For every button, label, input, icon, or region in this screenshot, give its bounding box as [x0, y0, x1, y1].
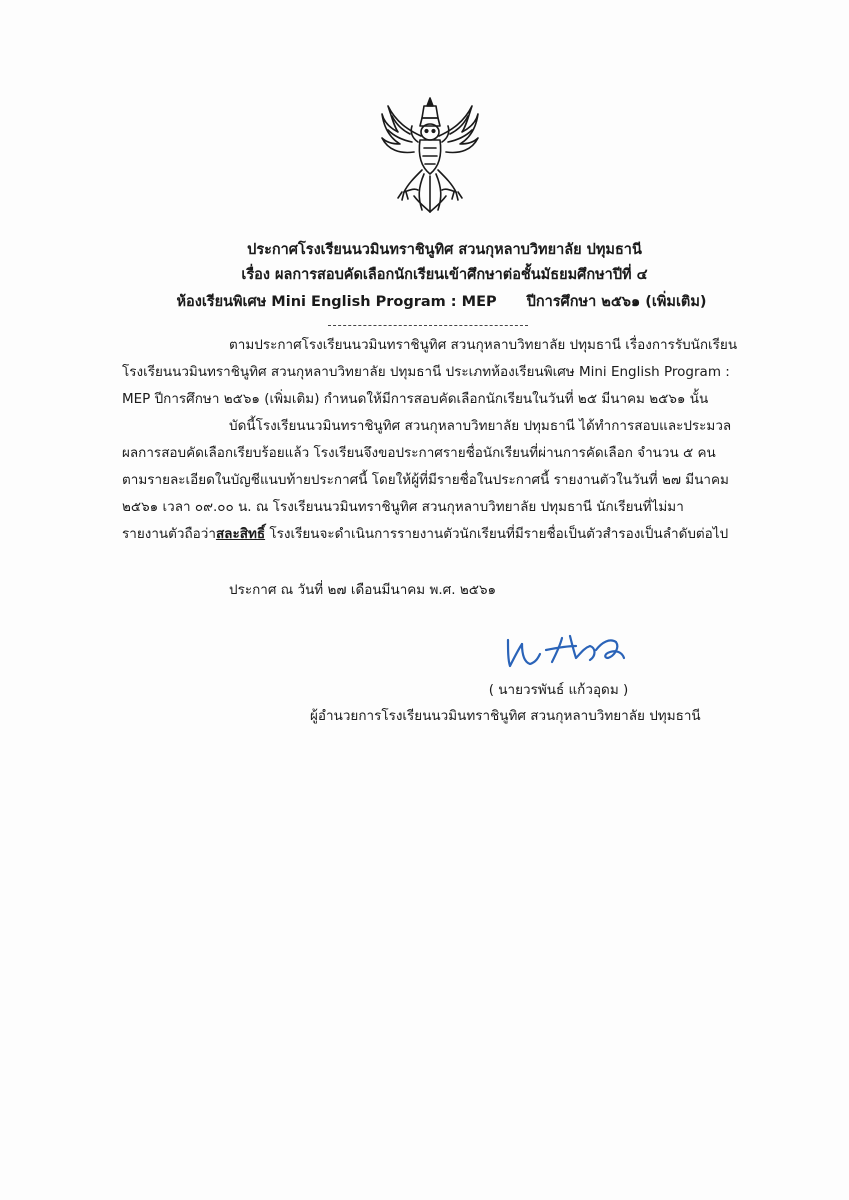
announcement-date: ประกาศ ณ วันที่ ๒๗ เดือนมีนาคม พ.ศ. ๒๕๖๑: [229, 582, 497, 598]
forfeit-emphasis: สละสิทธิ์: [215, 526, 266, 542]
paragraph-1-line-2: โรงเรียนนวมินทราชินูทิศ สวนกุหลาบวิทยาลัย ปทุมธานี ประเภทห้องเรียนพิเศษ Mini English Program :: [122, 364, 730, 380]
handwritten-signature: [500, 628, 630, 672]
title-divider: [328, 325, 528, 326]
reserve-text: โรงเรียนจะดำเนินการรายงานตัวนักเรียนที่มีรายชื่อเป็นตัวสำรองเป็นลำดับต่อไป: [265, 526, 729, 542]
paragraph-2: [122, 413, 731, 548]
program-name: ห้องเรียนพิเศษ Mini English Program : MEP: [176, 294, 497, 310]
paragraph-1: [122, 332, 737, 413]
title-line-2: [0, 263, 849, 288]
paragraph-2-line-4: ๒๕๖๑ เวลา ๐๙.๐๐ น. ณ โรงเรียนนวมินทราชินูทิศ สวนกุหลาบวิทยาลัย ปทุมธานี นักเรียนที่ไม่มา: [122, 499, 684, 515]
title-line-3: [0, 290, 849, 315]
paragraph-1-line-3: MEP ปีการศึกษา ๒๕๖๑ (เพิ่มเติม) กำหนดให้มีการสอบคัดเลือกนักเรียนในวันที่ ๒๕ มีนาคม ๒๕๖๑ นั้น: [122, 391, 709, 407]
announcement-heading: ประกาศโรงเรียนนวมินทราชินูทิศ สวนกุหลาบวิทยาลัย ปทุมธานี: [247, 242, 642, 258]
academic-year: ปีการศึกษา ๒๕๖๑ (เพิ่มเติม): [526, 294, 707, 310]
title-line-1: [0, 238, 849, 263]
paragraph-2-line-5: [122, 521, 731, 548]
paragraph-2-line-2: ผลการสอบคัดเลือกเรียบร้อยแล้ว โรงเรียนจึงขอประกาศรายชื่อนักเรียนที่ผ่านการคัดเลือก จำนวน ๕ คน: [122, 445, 716, 461]
paragraph-2-line-3: ตามรายละเอียดในบัญชีแนบท้ายประกาศนี้ โดยให้ผู้ที่มีรายชื่อในประกาศนี้ รายงานตัวในวันที่ ๒๗ มีนาคม: [122, 472, 729, 488]
announcement-subject: เรื่อง ผลการสอบคัดเลือกนักเรียนเข้าศึกษาต่อชั้นมัธยมศึกษาปีที่ ๔: [241, 267, 648, 283]
signer-name: ( นายวรพันธ์ แก้วอุดม ): [488, 682, 629, 698]
report-text: รายงานตัวถือว่า: [122, 526, 216, 542]
signer-position: ผู้อำนวยการโรงเรียนนวมินทราชินูทิศ สวนกุหลาบวิทยาลัย ปทุมธานี: [310, 708, 701, 724]
paragraph-1-line-1: ตามประกาศโรงเรียนนวมินทราชินูทิศ สวนกุหลาบวิทยาลัย ปทุมธานี เรื่องการรับนักเรียน: [229, 337, 738, 353]
paragraph-2-line-1: บัดนี้โรงเรียนนวมินทราชินูทิศ สวนกุหลาบวิทยาลัย ปทุมธานี ได้ทำการสอบและประมวล: [229, 418, 732, 434]
garuda-emblem-icon: [378, 92, 482, 216]
